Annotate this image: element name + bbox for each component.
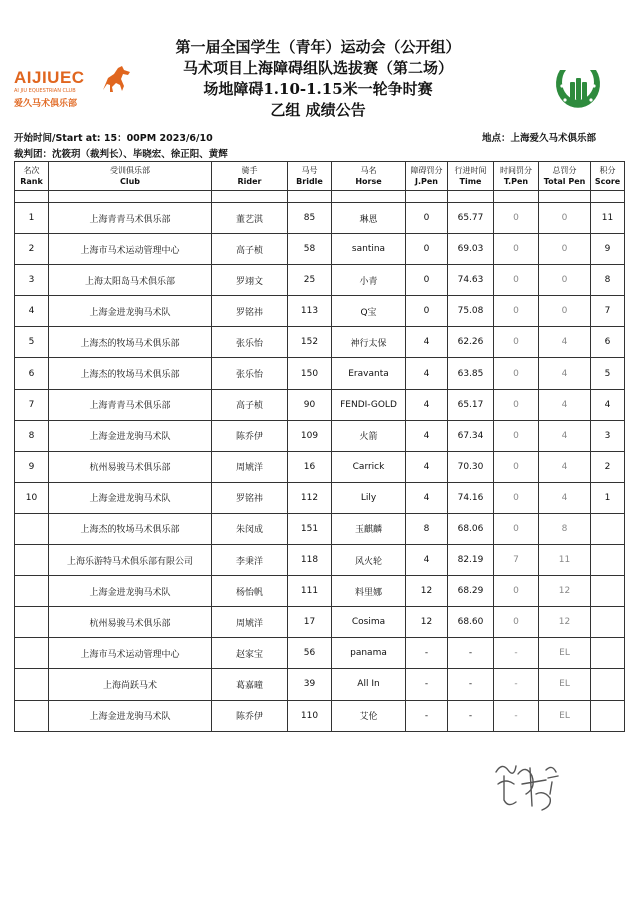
cell-tpen: 0 — [494, 513, 539, 544]
cell-tpen: 0 — [494, 420, 539, 451]
cell-score: 4 — [591, 389, 625, 420]
column-header-en: Score — [594, 177, 621, 186]
column-header — [15, 162, 49, 191]
cell-rank: 3 — [15, 265, 49, 296]
results-table — [14, 161, 625, 732]
cell-jpen: 4 — [406, 420, 448, 451]
cell-rider: 罗铭祎 — [212, 296, 288, 327]
cell-score: 9 — [591, 234, 625, 265]
cell-score: 11 — [591, 203, 625, 234]
cell-bridle: 150 — [288, 358, 332, 389]
cell-tpen: 0 — [494, 451, 539, 482]
column-header-en: T.Pen — [503, 177, 529, 186]
table-row — [15, 700, 625, 731]
cell-rider: 赵家宝 — [212, 638, 288, 669]
cell-score: 2 — [591, 451, 625, 482]
column-header-en: Total Pen — [543, 177, 586, 186]
cell-rank — [15, 513, 49, 544]
cell-total: 4 — [539, 358, 591, 389]
cell-score — [591, 700, 625, 731]
logo-brand-text: AIJIUEC — [14, 68, 85, 87]
cell-jpen: 0 — [406, 234, 448, 265]
column-header-cn: 时间罚分 — [500, 166, 532, 175]
cell-bridle: 39 — [288, 669, 332, 700]
cell-total: 8 — [539, 513, 591, 544]
location: 地点：上海爱久马术俱乐部 — [482, 133, 597, 144]
table-row — [15, 451, 625, 482]
table-row — [15, 327, 625, 358]
cell-horse: 火箭 — [332, 420, 406, 451]
cell-bridle: 118 — [288, 545, 332, 576]
cell-club: 上海青青马术俱乐部 — [49, 389, 212, 420]
cell-score — [591, 576, 625, 607]
cell-rank — [15, 669, 49, 700]
cell-time: - — [448, 638, 494, 669]
cell-total: EL — [539, 669, 591, 700]
table-row — [15, 389, 625, 420]
cell-total: 12 — [539, 576, 591, 607]
cell-club: 上海杰的牧场马术俱乐部 — [49, 513, 212, 544]
cell-tpen: - — [494, 669, 539, 700]
cell-score — [591, 513, 625, 544]
cell-horse: 小青 — [332, 265, 406, 296]
cell-time: 67.34 — [448, 420, 494, 451]
cell-rank — [15, 638, 49, 669]
cell-rider: 周虓洋 — [212, 451, 288, 482]
column-header-en: Rider — [237, 177, 262, 186]
cell-rider: 罗铭祎 — [212, 482, 288, 513]
cell-rank: 5 — [15, 327, 49, 358]
cell-rider: 陈乔伊 — [212, 420, 288, 451]
cell-horse: Carrick — [332, 451, 406, 482]
cell-rank: 10 — [15, 482, 49, 513]
cell-jpen: 0 — [406, 296, 448, 327]
cell-total: 0 — [539, 234, 591, 265]
column-header — [591, 162, 625, 191]
cell-bridle: 111 — [288, 576, 332, 607]
cell-rank: 6 — [15, 358, 49, 389]
cell-total: EL — [539, 700, 591, 731]
cell-rider: 葛嘉曈 — [212, 669, 288, 700]
cell-club: 上海金进龙驹马术队 — [49, 576, 212, 607]
table-row — [15, 638, 625, 669]
cell-club: 上海杰的牧场马术俱乐部 — [49, 358, 212, 389]
cell-score — [591, 607, 625, 638]
cell-club: 上海太阳岛马术俱乐部 — [49, 265, 212, 296]
cell-time: - — [448, 669, 494, 700]
cell-rank — [15, 545, 49, 576]
column-header-cn: 骑手 — [241, 166, 258, 175]
cell-jpen: 4 — [406, 327, 448, 358]
cell-total: 4 — [539, 451, 591, 482]
cell-time: 68.60 — [448, 607, 494, 638]
cell-club: 杭州易骏马术俱乐部 — [49, 607, 212, 638]
table-row — [15, 265, 625, 296]
cell-horse: 琳恩 — [332, 203, 406, 234]
cell-jpen: 4 — [406, 389, 448, 420]
cell-bridle: 85 — [288, 203, 332, 234]
cell-club: 上海乐游特马术俱乐部有限公司 — [49, 545, 212, 576]
cell-tpen: - — [494, 638, 539, 669]
cell-bridle: 110 — [288, 700, 332, 731]
cell-rank: 1 — [15, 203, 49, 234]
column-header — [448, 162, 494, 191]
cell-time: 68.06 — [448, 513, 494, 544]
cell-score: 3 — [591, 420, 625, 451]
cell-jpen: 4 — [406, 545, 448, 576]
cell-club: 上海金进龙驹马术队 — [49, 296, 212, 327]
cell-bridle: 151 — [288, 513, 332, 544]
cell-total: 12 — [539, 607, 591, 638]
cell-rider: 张乐怡 — [212, 327, 288, 358]
column-header-cn: 马名 — [360, 166, 377, 175]
cell-total: 0 — [539, 265, 591, 296]
cell-rider: 高子桢 — [212, 234, 288, 265]
cell-bridle: 56 — [288, 638, 332, 669]
column-header — [212, 162, 288, 191]
cell-rank: 9 — [15, 451, 49, 482]
table-body — [15, 191, 625, 732]
cell-jpen: 4 — [406, 358, 448, 389]
cell-time: - — [448, 700, 494, 731]
cell-total: 0 — [539, 203, 591, 234]
cell-club: 上海青青马术俱乐部 — [49, 203, 212, 234]
table-header-row — [15, 162, 625, 191]
cell-bridle: 112 — [288, 482, 332, 513]
cell-jpen: 4 — [406, 451, 448, 482]
column-header-cn: 总罚分 — [552, 166, 577, 175]
column-header-cn: 障碍罚分 — [410, 166, 443, 175]
column-header-cn: 行进时间 — [454, 166, 487, 175]
cell-score: 5 — [591, 358, 625, 389]
cell-jpen: - — [406, 638, 448, 669]
table-row — [15, 358, 625, 389]
table-row — [15, 482, 625, 513]
page-title-line2: 马术项目上海障碍组队选拔赛（第二场） — [182, 59, 453, 77]
cell-rider: 张乐怡 — [212, 358, 288, 389]
cell-rider: 杨怡帆 — [212, 576, 288, 607]
column-header-en: Club — [119, 177, 141, 186]
table-row — [15, 203, 625, 234]
judges-panel: 裁判团：沈筱玥（裁判长）、毕晓宏、徐正阳、黄辉 — [14, 149, 228, 160]
cell-horse: 神行太保 — [332, 327, 406, 358]
column-header-cn: 名次 — [23, 166, 40, 175]
cell-time: 69.03 — [448, 234, 494, 265]
handwritten-signature — [486, 754, 566, 818]
cell-total: 0 — [539, 296, 591, 327]
cell-rank: 2 — [15, 234, 49, 265]
cell-score: 8 — [591, 265, 625, 296]
cell-total: 4 — [539, 327, 591, 358]
cell-tpen: 0 — [494, 576, 539, 607]
start-time: 开始时间/Start at: 15：00PM 2023/6/10 — [14, 133, 213, 144]
cell-jpen: 12 — [406, 576, 448, 607]
table-row — [15, 576, 625, 607]
cell-total: 11 — [539, 545, 591, 576]
cell-jpen: 8 — [406, 513, 448, 544]
cell-bridle: 58 — [288, 234, 332, 265]
column-header — [332, 162, 406, 191]
page-title-line3: 场地障碍1.10-1.15米一轮争时赛 — [203, 80, 433, 98]
cell-score — [591, 638, 625, 669]
table-row — [15, 545, 625, 576]
cell-total: 4 — [539, 389, 591, 420]
column-header-en: Horse — [355, 177, 382, 186]
table-row — [15, 296, 625, 327]
cell-time: 65.77 — [448, 203, 494, 234]
cell-horse: Q宝 — [332, 296, 406, 327]
cell-time: 68.29 — [448, 576, 494, 607]
cell-rider: 高子桢 — [212, 389, 288, 420]
cell-jpen: 4 — [406, 482, 448, 513]
cell-horse: panama — [332, 638, 406, 669]
cell-tpen: 0 — [494, 607, 539, 638]
cell-bridle: 113 — [288, 296, 332, 327]
cell-bridle: 25 — [288, 265, 332, 296]
cell-horse: 艾伦 — [332, 700, 406, 731]
cell-bridle: 17 — [288, 607, 332, 638]
cell-total: 4 — [539, 420, 591, 451]
cell-jpen: 0 — [406, 265, 448, 296]
cell-club: 杭州易骏马术俱乐部 — [49, 451, 212, 482]
cell-rank — [15, 607, 49, 638]
cell-total: EL — [539, 638, 591, 669]
cell-time: 70.30 — [448, 451, 494, 482]
cell-tpen: 0 — [494, 389, 539, 420]
cell-rider: 陈乔伊 — [212, 700, 288, 731]
cell-club: 上海市马术运动管理中心 — [49, 638, 212, 669]
table-row — [15, 607, 625, 638]
table-row — [15, 669, 625, 700]
cell-rank — [15, 700, 49, 731]
cell-rider: 罗翊文 — [212, 265, 288, 296]
cell-time: 62.26 — [448, 327, 494, 358]
table-row — [15, 420, 625, 451]
cell-tpen: 0 — [494, 358, 539, 389]
cell-score — [591, 669, 625, 700]
cell-jpen: 12 — [406, 607, 448, 638]
cell-jpen: 0 — [406, 203, 448, 234]
column-header-en: Bridle — [296, 177, 323, 186]
cell-horse: Eravanta — [332, 358, 406, 389]
cell-tpen: - — [494, 700, 539, 731]
cell-bridle: 90 — [288, 389, 332, 420]
cell-horse: All In — [332, 669, 406, 700]
cell-rider: 周虓洋 — [212, 607, 288, 638]
column-header — [49, 162, 212, 191]
cell-rider: 李秉洋 — [212, 545, 288, 576]
cell-horse: 风火轮 — [332, 545, 406, 576]
cell-tpen: 0 — [494, 234, 539, 265]
column-header-en: J.Pen — [415, 177, 438, 186]
cell-jpen: - — [406, 700, 448, 731]
column-header-cn: 受训俱乐部 — [110, 166, 150, 175]
cell-score: 7 — [591, 296, 625, 327]
cell-rank — [15, 576, 49, 607]
cell-score: 1 — [591, 482, 625, 513]
column-header — [539, 162, 591, 191]
cell-jpen: - — [406, 669, 448, 700]
table-row — [15, 513, 625, 544]
cell-tpen: 0 — [494, 203, 539, 234]
logo-tagline: AI JIU EQUESTRIAN CLUB — [14, 88, 76, 94]
cell-time: 74.16 — [448, 482, 494, 513]
cell-tpen: 0 — [494, 327, 539, 358]
cell-horse: 料里娜 — [332, 576, 406, 607]
cell-horse: Lily — [332, 482, 406, 513]
cell-horse: Cosima — [332, 607, 406, 638]
cell-club: 上海金进龙驹马术队 — [49, 482, 212, 513]
column-header — [288, 162, 332, 191]
page-title-line1: 第一届全国学生（青年）运动会（公开组） — [175, 38, 461, 56]
cell-club: 上海金进龙驹马术队 — [49, 420, 212, 451]
column-header-en: Time — [459, 177, 482, 186]
cell-rider: 朱闵成 — [212, 513, 288, 544]
cell-bridle: 16 — [288, 451, 332, 482]
cell-score — [591, 545, 625, 576]
column-header-en: Rank — [20, 177, 43, 186]
cell-tpen: 0 — [494, 296, 539, 327]
cell-time: 63.85 — [448, 358, 494, 389]
cell-bridle: 109 — [288, 420, 332, 451]
cell-tpen: 0 — [494, 265, 539, 296]
cell-rank: 4 — [15, 296, 49, 327]
cell-club: 上海市马术运动管理中心 — [49, 234, 212, 265]
cell-rank: 8 — [15, 420, 49, 451]
table-spacer-row — [15, 191, 625, 203]
cell-score: 6 — [591, 327, 625, 358]
cell-bridle: 152 — [288, 327, 332, 358]
cell-horse: santina — [332, 234, 406, 265]
cell-tpen: 0 — [494, 482, 539, 513]
cell-time: 82.19 — [448, 545, 494, 576]
cell-horse: FENDI-GOLD — [332, 389, 406, 420]
cell-club: 上海杰的牧场马术俱乐部 — [49, 327, 212, 358]
cell-time: 75.08 — [448, 296, 494, 327]
column-header — [406, 162, 448, 191]
cell-time: 74.63 — [448, 265, 494, 296]
table-row — [15, 234, 625, 265]
page-title-line4: 乙组 成绩公告 — [270, 101, 366, 119]
cell-rider: 董艺淇 — [212, 203, 288, 234]
column-header — [494, 162, 539, 191]
column-header-cn: 马号 — [301, 166, 318, 175]
cell-time: 65.17 — [448, 389, 494, 420]
cell-tpen: 7 — [494, 545, 539, 576]
column-header-cn: 积分 — [599, 166, 616, 175]
cell-club: 上海金进龙驹马术队 — [49, 700, 212, 731]
cell-rank: 7 — [15, 389, 49, 420]
cell-horse: 玉麒麟 — [332, 513, 406, 544]
cell-club: 上海尚跃马术 — [49, 669, 212, 700]
cell-total: 4 — [539, 482, 591, 513]
logo-chinese-name: 爱久马术俱乐部 — [14, 99, 78, 109]
